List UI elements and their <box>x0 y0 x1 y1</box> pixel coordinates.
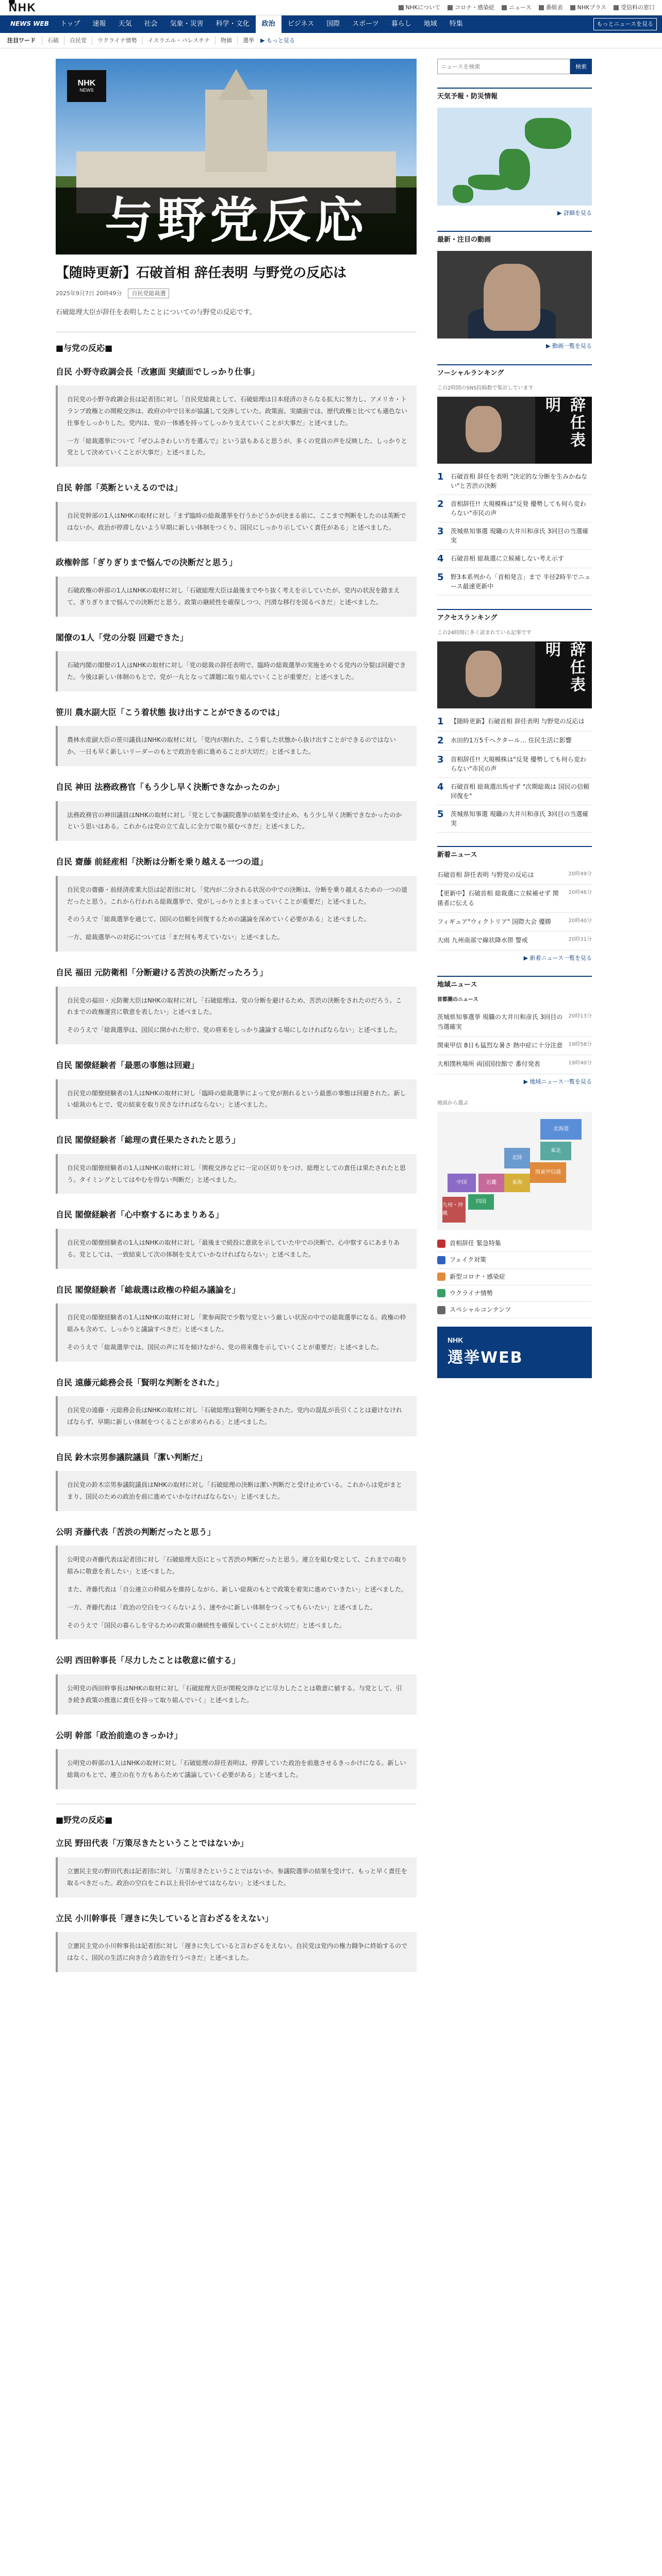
reaction-speaker: 自民 鈴木宗男参議院議員「潔い判断だ」 <box>56 1452 207 1462</box>
reaction-paragraph: 自民党の小野寺政調会長は記者団に対し「自民党総裁として、石破総理は日本経済のさらなる拡大に努力し、アメリカ・トランプ政権との関税交渉は、政府の中で日米が協議して交渉していた。政策面、実績面では、歴代政権と比べても遜色ない仕事をしっかりした。党内は、党の一体感を持ってしっかり支えていくことが大事だ」と述べました。 <box>67 396 408 427</box>
article-main <box>56 59 417 1987</box>
social-note: この2時間のSNS投稿数で集計しています <box>437 385 534 391</box>
reaction-item <box>56 1526 417 1640</box>
category-tab[interactable]: 科学・文化 <box>216 20 250 28</box>
reaction-item <box>56 1729 417 1789</box>
reaction-paragraph: そのうえで「総裁選挙を通じて、国民の信頼を回復するための議論を深めていく必要がある」と述べました。 <box>67 916 370 923</box>
latest-video-block <box>437 231 592 350</box>
video-thumbnail[interactable] <box>437 251 592 338</box>
access-ranking-block <box>437 609 592 832</box>
rank-item[interactable] <box>437 568 592 596</box>
top-links <box>399 3 655 12</box>
news-item[interactable] <box>437 1008 592 1037</box>
reaction-paragraph: 自民党の閣僚経験者の1人はNHKの取材に対し「最後まで続投に意欲を示していた中での決断で、心中察するにあまりある。党としては、一致結束して次の体制を支えていかなければならない」と述べました。 <box>67 1239 400 1258</box>
reaction-speaker: 閣僚の1人「党の分裂 回避できた」 <box>56 632 188 642</box>
feature-item[interactable] <box>437 1269 592 1285</box>
feature-icon <box>437 1256 445 1264</box>
ruling-section-header: ■与党の反応■ <box>56 343 113 353</box>
category-tab[interactable]: 地域 <box>423 20 437 28</box>
more-news-link[interactable]: もっとニュースを見る <box>593 18 657 30</box>
trend-more-link[interactable]: ▶ もっと見る <box>260 37 295 44</box>
reaction-quote <box>56 1749 417 1789</box>
rank-number: 1 <box>437 471 444 482</box>
rank-hero-face <box>466 651 502 697</box>
top-link[interactable]: 番組表 <box>539 3 563 12</box>
article-date: 2025年9月7日 20時49分 <box>56 290 122 297</box>
reaction-speaker: 立民 野田代表「万策尽きたということではないか」 <box>56 1838 249 1849</box>
reaction-item <box>56 966 417 1044</box>
access-rank-list <box>437 713 592 833</box>
rank-item[interactable] <box>437 495 592 522</box>
category-tab[interactable]: 特集 <box>449 20 463 28</box>
rank-item[interactable] <box>437 778 592 805</box>
rank-number: 4 <box>437 781 444 792</box>
reaction-item <box>56 1376 417 1436</box>
link-icon <box>614 5 619 10</box>
new-news-block <box>437 846 592 962</box>
news-item[interactable] <box>437 885 592 913</box>
reaction-paragraph: また、斉藤代表は「自公連立の枠組みを維持しながら、新しい総裁のもとで政策を着実に進めていきたい」と述べました。 <box>67 1586 408 1594</box>
reaction-speaker: 自民 幹部「英断といえるのでは」 <box>56 483 183 493</box>
opposition-section-header: ■野党の反応■ <box>56 1815 113 1825</box>
reaction-quote <box>56 876 417 952</box>
region-5[interactable]: 中国 <box>448 1174 476 1192</box>
reaction-speaker: 自民 閣僚経験者「心中察するにあまりある」 <box>56 1210 224 1220</box>
feature-item[interactable] <box>437 1252 592 1268</box>
reaction-paragraph: 自民党幹部の1人はNHKの取材に対し「まず臨時の総裁選挙を行うかどうかが決まる前に、ここまで判断をしたのは英断ではないか。政治が停滞しないよう早期に新しい体制をつくり、国民にしっかり示していく責任がある」と述べました。 <box>67 512 406 531</box>
rank-title: 野3本系列から「首相発言」まで 半径2時半でニュース最速更新中 <box>451 573 591 590</box>
rank-item[interactable] <box>437 468 592 495</box>
reaction-speaker: 自民 閣僚経験者「最悪の事態は回避」 <box>56 1060 199 1070</box>
news-title: 関東甲信 8日も猛烈な暑さ 熱中症に十分注意 <box>437 1042 563 1049</box>
reaction-quote <box>56 801 417 841</box>
trend-keyword[interactable]: 自民党 <box>64 36 87 45</box>
category-nav <box>0 15 662 33</box>
reaction-quote <box>56 1932 417 1972</box>
news-time: 20時49分 <box>568 871 592 877</box>
trend-keyword[interactable]: 選挙 <box>237 36 254 45</box>
region-list-link[interactable]: ▶ 地域ニュース一覧を見る <box>523 1078 592 1085</box>
reaction-paragraph: 公明党の斉藤代表は記者団に対し「石破総理大臣にとって苦渋の判断だったと思う。連立を組む党として、これまでの取り組みに敬意を表したい」と述べました。 <box>67 1556 407 1575</box>
feature-icon <box>437 1306 445 1314</box>
rank-number: 2 <box>437 735 444 746</box>
reaction-paragraph: 自民党の閣僚経験者の1人はNHKの取材に対し「関税交渉などに一定の区切りをつけ、総理としての責任は果たされたと思う。タイミングとしてはやむを得ない判断だ」と述べました。 <box>67 1164 406 1183</box>
news-title: 石破首相 辞任表明 与野党の反応は <box>437 871 534 878</box>
trend-label: 注目ワード <box>7 37 36 44</box>
rank-item[interactable] <box>437 732 592 751</box>
reaction-item <box>56 481 417 541</box>
category-tab[interactable]: 社会 <box>144 20 158 28</box>
social-rank-hero[interactable] <box>437 397 592 464</box>
news-title: 【更新中】石破首相 総裁選に立候補せず 関係者に伝える <box>437 889 559 907</box>
category-tab[interactable]: 天気 <box>118 20 132 28</box>
trend-keyword[interactable]: 物価 <box>215 36 232 45</box>
reaction-quote <box>56 577 417 617</box>
rank-number: 1 <box>437 716 444 727</box>
reaction-item <box>56 855 417 952</box>
reaction-speaker: 自民 遠藤元総務会長「賢明な判断をされた」 <box>56 1377 224 1387</box>
reaction-item <box>56 1059 417 1119</box>
news-item[interactable] <box>437 913 592 931</box>
search-box <box>437 59 592 74</box>
news-time: 19時40分 <box>568 1060 592 1066</box>
top-link[interactable]: NHKについて <box>399 3 441 12</box>
category-items <box>54 15 469 33</box>
reaction-quote <box>56 1546 417 1639</box>
hero-image <box>56 59 417 255</box>
reaction-paragraph: 法務政務官の神田議員はNHKの取材に対し「党として参議院選挙の結果を受け止め、もう少し早く決断できなかったのかという思いはある。これからは党の立て直しに全力で取り組むべきだ」と述べました。 <box>67 811 402 831</box>
page-body <box>0 48 662 1987</box>
feature-label: フェイク対策 <box>450 1256 487 1264</box>
social-rank-list <box>437 468 592 596</box>
news-time: 20時13分 <box>568 1013 592 1019</box>
news-item[interactable] <box>437 1055 592 1074</box>
region-3[interactable]: 東海 <box>504 1174 530 1192</box>
rank-title: 【随時更新】石破首相 辞任表明 与野党の反応は <box>451 718 585 725</box>
rank-number: 2 <box>437 498 444 510</box>
ruling-reactions <box>56 365 417 1789</box>
reaction-speaker: 自民 閣僚経験者「総裁選は政権の枠組み議論を」 <box>56 1284 240 1295</box>
rank-hero-image <box>437 641 535 708</box>
reaction-item <box>56 1912 417 1972</box>
link-icon <box>570 5 575 10</box>
category-tab[interactable]: 気象・災害 <box>170 20 204 28</box>
reaction-item <box>56 1133 417 1194</box>
new-list-link[interactable]: ▶ 新着ニュース一覧を見る <box>523 954 592 961</box>
feature-icon <box>437 1289 445 1297</box>
trend-keyword[interactable]: 石破 <box>42 36 59 45</box>
region-map-block <box>437 1099 592 1378</box>
reaction-paragraph: 自民党の福田・元防衛大臣はNHKの取材に対し「石破総理は、党の分断を避けるため、苦渋の決断をされたのだろう。これまでの政権運営に敬意を表したい」と述べました。 <box>67 996 402 1016</box>
rank-number: 5 <box>437 808 444 820</box>
region-news-list <box>437 1008 592 1074</box>
rank-hero-image <box>437 397 535 464</box>
reaction-quote <box>56 385 417 467</box>
reaction-paragraph: 公明党の西田幹事長はNHKの取材に対し「石破総理大臣が関税交渉などに尽力したことは敬意に値する。与党として、引き続き政策の推進に責任を持って取り組んでいく」と述べました。 <box>67 1685 402 1704</box>
category-tab[interactable]: 暮らし <box>391 20 411 28</box>
reaction-item <box>56 1654 417 1714</box>
reaction-paragraph: 石破内閣の閣僚の1人はNHKの取材に対し「党の総裁の辞任表明で、臨時の総裁選挙の実施をめぐる党内の分裂は回避できた。今後は新しい体制のもとで、党が一丸となって課題に取り組んでいくことが重要だ」と述べました。 <box>67 662 406 681</box>
rank-title: 茨城県知事選 現職の大井川和彦氏 3回目の当選確実 <box>451 527 589 544</box>
news-title: 茨城県知事選挙 現職の大井川和彦氏 3回目の当選確実 <box>437 1013 563 1031</box>
reaction-item <box>56 1208 417 1268</box>
weather-title: 天気予報・防災情報 <box>437 88 592 103</box>
reaction-quote <box>56 651 417 691</box>
election-banner-title: 選挙WEB <box>448 1349 523 1367</box>
reaction-item <box>56 556 417 616</box>
reaction-paragraph: 一方「総裁選挙について『ぜひふさわしい方を選んで』という話もあると思うが、多くの党員の声を反映した、しっかりと党として決めていくことが大事だ」と述べました。 <box>67 437 407 456</box>
reaction-paragraph: 自民党の鈴木宗男参議院議員はNHKの取材に対し「石破総理の決断は潔い判断だと受け止めている。これからは党がまとまり、国民のための政治を前に進めていかなければならない」と述べました。 <box>67 1481 402 1501</box>
news-time: 20時31分 <box>568 937 592 943</box>
news-item[interactable] <box>437 866 592 885</box>
reaction-paragraph: 自民党の閣僚経験者の1人はNHKの取材に対し「衆参両院で少数与党という厳しい状況の中での総裁選挙になる。政権の枠組みも含めて、しっかりと議論すべきだ」と述べました。 <box>67 1314 406 1333</box>
rank-hero-face <box>466 406 502 452</box>
region-2[interactable]: 関東甲信越 <box>530 1162 566 1183</box>
trend-keyword[interactable]: イスラエル・パレスチナ <box>142 36 210 45</box>
category-tab[interactable]: 国際 <box>326 20 340 28</box>
rank-hero-text: 辞任表明 <box>535 641 592 708</box>
rank-title: 首相辞任!! 大規模株は"反発 優勢しても何ら変わらない"市民の声 <box>451 500 586 517</box>
new-news-list <box>437 866 592 951</box>
trend-keywords <box>42 36 254 45</box>
rank-number: 5 <box>437 572 444 583</box>
feature-item[interactable] <box>437 1285 592 1302</box>
feature-label: 新型コロナ・感染症 <box>450 1273 506 1280</box>
rank-number: 3 <box>437 754 444 765</box>
region-7[interactable]: 九州・沖縄 <box>442 1197 466 1223</box>
region-title: 地域ニュース <box>437 976 592 991</box>
reaction-quote <box>56 987 417 1044</box>
article-meta <box>56 289 417 299</box>
reaction-quote <box>56 1857 417 1897</box>
link-icon <box>448 5 453 10</box>
reaction-item <box>56 1283 417 1362</box>
region-1[interactable]: 東北 <box>540 1142 571 1160</box>
reaction-quote <box>56 502 417 542</box>
rank-title: 首相辞任!! 大規模株は"反発 優勢しても何ら変わらない"市民の声 <box>451 755 586 772</box>
video-person-face <box>484 264 540 331</box>
category-tab[interactable]: 政治 <box>256 15 282 33</box>
feature-item[interactable] <box>437 1302 592 1318</box>
reaction-quote <box>56 1229 417 1269</box>
reaction-speaker: 公明 西田幹事長「尽力したことは敬意に値する」 <box>56 1655 240 1666</box>
reaction-speaker: 公明 幹部「政治前進のきっかけ」 <box>56 1730 183 1740</box>
news-time: 19時58分 <box>568 1042 592 1048</box>
reaction-item <box>56 365 417 467</box>
article-headline: 【随時更新】石破首相 辞任表明 与野党の反応は <box>56 265 347 281</box>
reaction-paragraph: 石破政権の幹部の1人はNHKの取材に対し「石破総理大臣は最後までやり抜く考えを示していたが、党内の状況を踏まえて、ぎりぎりまで悩んでの決断だと思う。政策の継続性を確保しつつ、円滑な移行を図るべきだ」と述べました。 <box>67 587 400 606</box>
reaction-paragraph: そのうえで「総裁選挙は、国民に開かれた形で、党の将来をしっかり議論する場にしなければならない」と述べました。 <box>67 1026 401 1034</box>
reaction-item <box>56 1837 417 1897</box>
reaction-speaker: 政権幹部「ぎりぎりまで悩んでの決断だと思う」 <box>56 557 238 568</box>
region-4[interactable]: 近畿 <box>478 1174 504 1192</box>
new-title: 新着ニュース <box>437 846 592 861</box>
weather-map[interactable] <box>437 108 592 206</box>
rank-item[interactable] <box>437 805 592 833</box>
trend-keyword[interactable]: ウクライナ情勢 <box>92 36 137 45</box>
reaction-paragraph: 自民党の遠藤・元総務会長はNHKの取材に対し「石破総理は賢明な判断をされた。党内の混乱が長引くことは避けなければならず、早期に新しい体制をつくることが求められる」と述べました。 <box>67 1406 402 1426</box>
nhk-news-badge: NHK NEWS <box>67 70 106 102</box>
news-title: 大雨 九州南部で線状降水帯 警戒 <box>437 937 528 944</box>
rank-number: 3 <box>437 526 444 537</box>
feature-label: ウクライナ情勢 <box>450 1289 493 1297</box>
access-title: アクセスランキング <box>437 609 592 624</box>
link-icon <box>399 5 404 10</box>
reaction-paragraph: 農林水産副大臣の笹川議員はNHKの取材に対し「党内が割れた、こう着した状態から抜け出すことができるのではないか。一日も早く新しいリーダーのもとで政治を前に進めることが大切だ」と述べました。 <box>67 736 396 756</box>
hero-caption: 与野党反応 <box>56 188 417 255</box>
reaction-paragraph: 自民党の閣僚経験者の1人はNHKの取材に対し「臨時の総裁選挙によって党が割れるという最悪の事態は回避された。新しい総裁のもとで、党の結束を取り戻さなければならない」と述べました。 <box>67 1089 406 1109</box>
region-0[interactable]: 北海道 <box>540 1119 582 1140</box>
news-time: 20時40分 <box>568 918 592 924</box>
region-8[interactable]: 北陸 <box>504 1148 530 1168</box>
social-ranking-block <box>437 364 592 596</box>
diet-tower-top <box>218 69 254 100</box>
news-item[interactable] <box>437 1037 592 1055</box>
reaction-item <box>56 706 417 766</box>
rank-item[interactable] <box>437 522 592 550</box>
reaction-quote <box>56 726 417 766</box>
link-icon <box>539 5 544 10</box>
region-6[interactable]: 四国 <box>468 1194 494 1210</box>
rank-item[interactable] <box>437 550 592 569</box>
reaction-speaker: 自民 閣僚経験者「総理の責任果たされたと思う」 <box>56 1135 240 1145</box>
reaction-paragraph: 自民党の齋藤・前経済産業大臣は記者団に対し「党内が二分される状況の中での決断は、分断を乗り越えるための一つの道だったと思う。これから行われる総裁選挙で、党がしっかりとまとまっていくことが重要だ」と述べました。 <box>67 886 408 905</box>
region-news-block <box>437 976 592 1086</box>
rank-title: 石破首相 総裁選に立候補しない考え示す <box>451 554 564 562</box>
reaction-item <box>56 631 417 691</box>
reaction-speaker: 笹川 農水副大臣「こう着状態 抜け出すことができるのでは」 <box>56 707 285 717</box>
region-map-note: 地図から選ぶ <box>437 1100 468 1107</box>
social-title: ソーシャルランキング <box>437 364 592 379</box>
feature-label: スペシャルコンテンツ <box>450 1306 511 1313</box>
news-time: 20時46分 <box>568 889 592 895</box>
diet-tower <box>205 90 267 172</box>
feature-item[interactable] <box>437 1235 592 1252</box>
rank-number: 4 <box>437 553 444 564</box>
latest-title: 最新・注目の動画 <box>437 231 592 246</box>
news-web-brand[interactable]: NEWS WEB <box>10 20 49 28</box>
election-web-banner[interactable] <box>437 1327 592 1378</box>
reaction-paragraph: 立憲民主党の小川幹事長は記者団に対し「遅きに失していると言わざるをえない。自民党は党内の権力闘争に終始するのではなく、国民の生活に向き合う政治を行うべきだ」と述べました。 <box>67 1942 408 1961</box>
reaction-speaker: 立民 小川幹事長「遅きに失していると言わざるをえない」 <box>56 1913 273 1923</box>
reaction-paragraph: 一方、総裁選挙への対応については「まだ何も考えていない」と述べました。 <box>67 934 284 941</box>
nhk-logo[interactable]: NHK <box>7 0 15 16</box>
link-icon <box>502 5 507 10</box>
feature-label: 首相辞任 緊急特集 <box>450 1240 501 1247</box>
reaction-quote <box>56 1396 417 1436</box>
reaction-quote <box>56 1674 417 1715</box>
region-sub: 首都圏のニュース <box>437 996 478 1003</box>
map-land-hokkaido <box>525 118 571 149</box>
reaction-paragraph: そのうえで「総裁選挙では、国民の声に耳を傾けながら、党の将来像を示していくことが重要だ」と述べました。 <box>67 1343 383 1351</box>
reaction-item <box>56 781 417 841</box>
access-rank-hero[interactable] <box>437 641 592 708</box>
top-link[interactable]: 受信料の窓口 <box>614 3 655 12</box>
news-title: 大相撲秋場所 両国国技館で 番付発表 <box>437 1060 540 1068</box>
search-button[interactable]: 検索 <box>570 59 592 74</box>
rank-item[interactable] <box>437 713 592 732</box>
election-banner-nhk: NHK <box>448 1335 464 1344</box>
reaction-quote <box>56 1471 417 1511</box>
map-land-west <box>468 175 509 190</box>
category-tab[interactable]: 速報 <box>92 20 106 28</box>
rank-title: 石破首相 辞任を表明 "決定的な分断を生みかねない"と苦渋の決断 <box>451 472 588 489</box>
rank-title: 茨城県知事選 現職の大井川和彦氏 3回目の当選確実 <box>451 810 589 827</box>
trend-bar <box>0 33 662 48</box>
reaction-speaker: 自民 小野寺政調会長「改憲面 実績面でしっかり仕事」 <box>56 366 260 377</box>
reaction-speaker: 自民 齋藤 前経産相「決断は分断を乗り越える一つの道」 <box>56 857 268 867</box>
weather-detail-link[interactable]: ▶ 詳細を見る <box>557 209 592 216</box>
global-header <box>0 0 662 15</box>
reaction-paragraph: 公明党の幹部の1人はNHKの取材に対し「石破総理の辞任表明は、停滞していた政治を前進させるきっかけになる。新しい総裁のもとで、連立の在り方もあらためて議論していく必要がある」と述べました。 <box>67 1759 406 1779</box>
category-tab[interactable]: スポーツ <box>352 20 379 28</box>
news-item[interactable] <box>437 931 592 950</box>
category-tab[interactable]: ビジネス <box>287 20 315 28</box>
video-list-link[interactable]: ▶ 動画一覧を見る <box>546 343 592 350</box>
reaction-paragraph: 立憲民主党の野田代表は記者団に対し「万策尽きたということではないか。参議院選挙の結果を受けて、もっと早く責任を取るべきだった。政治の空白をこれ以上長引かせてはならない」と述べました。 <box>67 1868 407 1887</box>
weather-block <box>437 88 592 217</box>
rank-title: 水田約1万5千ヘクタール… 住民生活に影響 <box>451 736 572 744</box>
feature-icon <box>437 1240 445 1248</box>
reaction-paragraph: 一方、斉藤代表は「政治の空白をつくらないよう、速やかに新しい体制をつくってもらいたい」と述べました。 <box>67 1603 376 1611</box>
category-tab[interactable]: トップ <box>60 20 80 28</box>
article-tag[interactable]: 自民党総裁選 <box>128 289 169 299</box>
top-link[interactable]: コロナ・感染症 <box>448 3 494 12</box>
feature-icon <box>437 1273 445 1281</box>
opposition-reactions <box>56 1837 417 1972</box>
article-lead: 石破総理大臣が辞任を表明したことについての与野党の反応です。 <box>56 309 256 317</box>
top-link[interactable]: ニュース <box>502 3 531 12</box>
news-title: フィギュア"ウィクトリア" 国際大会 優勝 <box>437 918 551 926</box>
reaction-quote <box>56 1154 417 1194</box>
sidebar <box>437 59 592 1987</box>
reaction-speaker: 公明 斉藤代表「苦渋の判断だったと思う」 <box>56 1527 216 1537</box>
reaction-paragraph: そのうえで「国民の暮らしを守るための政策の継続性を確保していくことが大切だ」と述べました。 <box>67 1621 346 1629</box>
reaction-item <box>56 1451 417 1511</box>
top-link[interactable]: NHKプラス <box>570 3 606 12</box>
reaction-quote <box>56 1303 417 1361</box>
rank-title: 石破首相 総裁選出馬せず "次期総裁は 国民の信頼回復を" <box>451 783 589 800</box>
region-map <box>437 1112 592 1230</box>
search-input[interactable] <box>437 59 570 74</box>
reaction-quote <box>56 1079 417 1120</box>
access-note: この24時間に多く読まれている記事です <box>437 630 532 636</box>
feature-list <box>437 1235 592 1318</box>
rank-hero-text: 辞任表明 <box>535 397 592 464</box>
map-land-kyushu <box>453 185 473 203</box>
rank-item[interactable] <box>437 751 592 778</box>
reaction-speaker: 自民 神田 法務政務官「もう少し早く決断できなかったのか」 <box>56 782 285 792</box>
reaction-speaker: 自民 福田 元防衛相「分断避ける苦渋の決断だったろう」 <box>56 967 268 977</box>
